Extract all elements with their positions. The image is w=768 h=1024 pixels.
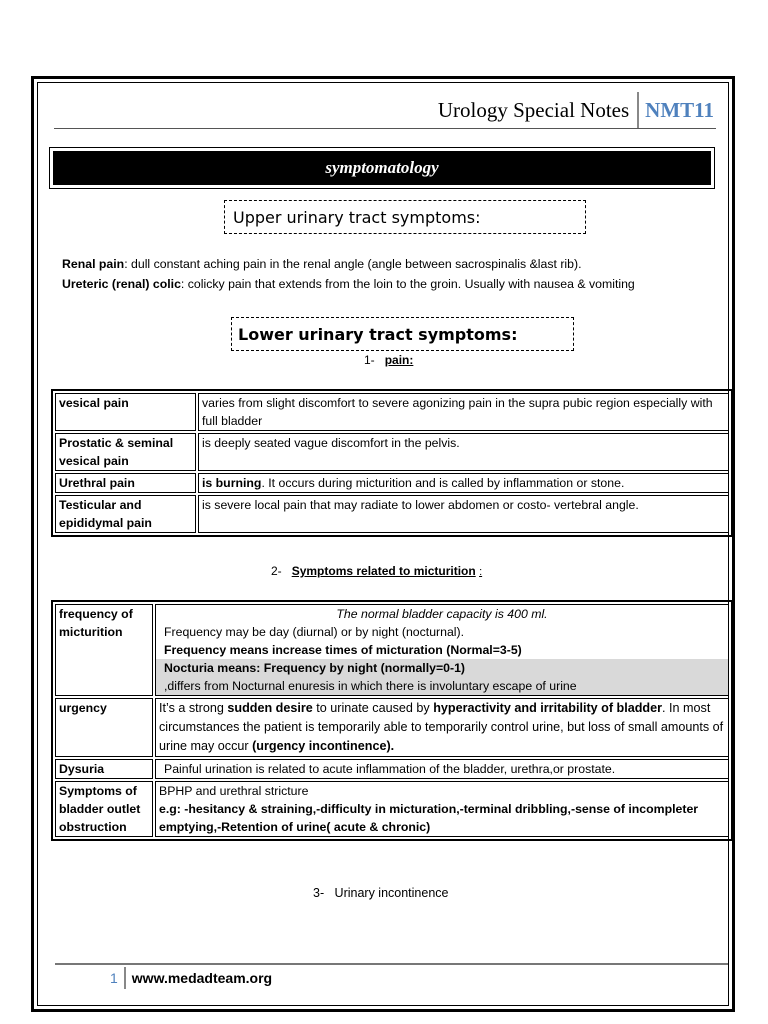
incontinence-title: Urinary incontinence — [334, 886, 449, 900]
burning-bold: is burning — [202, 476, 262, 490]
obstruction-line-1: BPHP and urethral stricture — [159, 784, 309, 798]
urgency-bold-2: hyperactivity and irritability of bladder — [433, 701, 663, 715]
footer-separator — [124, 967, 126, 989]
urgency-text-2: to urinate caused by — [312, 701, 434, 715]
urgency-description — [155, 698, 729, 757]
micturition-table — [51, 600, 733, 841]
pain-description: is severe local pain that may radiate to lower abdomen or costo- vertebral angle. — [198, 495, 729, 533]
frequency-line-5: ,differs from Nocturnal enuresis in which there is involuntary escape of urine — [156, 677, 728, 695]
pain-label: Testicular and epididymal pain — [55, 495, 196, 533]
micturition-title: Symptoms related to micturition — [291, 564, 476, 578]
pain-label: vesical pain — [55, 393, 196, 431]
dysuria-label: Dysuria — [55, 759, 153, 779]
pain-subheading — [364, 353, 413, 367]
table-row — [55, 604, 729, 696]
micturition-colon: : — [479, 566, 483, 578]
frequency-label: frequency of micturition — [55, 604, 153, 696]
urgency-label: urgency — [55, 698, 153, 757]
table-row — [55, 781, 729, 837]
ureteric-colic-paragraph — [62, 277, 635, 291]
page-header — [54, 90, 730, 130]
lower-tract-heading: Lower urinary tract symptoms: — [231, 317, 574, 351]
table-row — [55, 698, 729, 757]
pain-label: Urethral pain — [55, 473, 196, 493]
pain-label: Prostatic & seminal vesical pain — [55, 433, 196, 471]
frequency-line-4: Nocturia means: Frequency by night (normally=0-1) — [156, 659, 728, 677]
urethral-pain-text: . It occurs during micturition and is called by inflammation or stone. — [261, 476, 625, 490]
obstruction-label: Symptoms of bladder outlet obstruction — [55, 781, 153, 837]
footer-url: www.medadteam.org — [131, 970, 273, 986]
ureteric-colic-text: : colicky pain that extends from the loin to the groin. Usually with nausea & vomiting — [180, 277, 635, 291]
urgency-text-3: . In most circumstances the patient is temporarily able to temporarily control urine, but loss of small amounts of urine may occur — [159, 701, 724, 753]
incontinence-number: 3- — [313, 886, 325, 900]
frequency-description — [155, 604, 729, 696]
header-title: Urology Special Notes — [437, 97, 630, 122]
header-rule — [54, 128, 716, 129]
frequency-line-3: Frequency means increase times of micturation (Normal=3-5) — [164, 643, 522, 657]
upper-tract-heading: Upper urinary tract symptoms: — [224, 200, 586, 234]
header-separator — [637, 92, 639, 128]
urgency-bold-3: (urgency incontinence). — [252, 739, 395, 753]
micturition-subheading — [271, 564, 482, 578]
obstruction-description — [155, 781, 729, 837]
incontinence-subheading — [313, 886, 449, 900]
page-number: 1 — [110, 970, 118, 986]
table-row — [55, 433, 729, 471]
table-row — [55, 473, 729, 493]
pain-number: 1- — [364, 353, 375, 367]
frequency-line-1: The normal bladder capacity is 400 ml. — [336, 607, 548, 621]
dysuria-description: Painful urination is related to acute inflammation of the bladder, urethra,or prostate. — [155, 759, 729, 779]
table-row — [55, 393, 729, 431]
pain-table — [51, 389, 733, 537]
renal-pain-paragraph — [62, 257, 582, 271]
micturition-number: 2- — [271, 564, 282, 578]
banner-title: symptomatology — [53, 151, 711, 185]
pain-description: varies from slight discomfort to severe agonizing pain in the supra pubic region especially with full bladder — [198, 393, 729, 431]
page-footer — [110, 966, 272, 990]
urgency-bold-1: sudden desire — [227, 701, 313, 715]
pain-description: is deeply seated vague discomfort in the pelvis. — [198, 433, 729, 471]
renal-pain-label: Renal pain — [62, 257, 125, 271]
urgency-text-1: It’s a strong — [159, 701, 228, 715]
header-code: NMT11 — [645, 97, 714, 122]
pain-description — [198, 473, 729, 493]
section-banner — [49, 147, 715, 189]
table-row — [55, 759, 729, 779]
renal-pain-text: : dull constant aching pain in the renal angle (angle between sacrospinalis &last rib). — [124, 257, 582, 271]
obstruction-line-2: e.g: -hesitancy & straining,-difficulty in micturation,-terminal dribbling,-sense of incompleter emptying,-Retention of urine( acute & chronic) — [159, 802, 699, 834]
ureteric-colic-label: Ureteric (renal) colic — [62, 277, 181, 291]
frequency-line-2: Frequency may be day (diurnal) or by night (nocturnal). — [164, 625, 465, 639]
footer-rule — [55, 963, 728, 965]
table-row — [55, 495, 729, 533]
pain-title: pain: — [384, 353, 414, 367]
